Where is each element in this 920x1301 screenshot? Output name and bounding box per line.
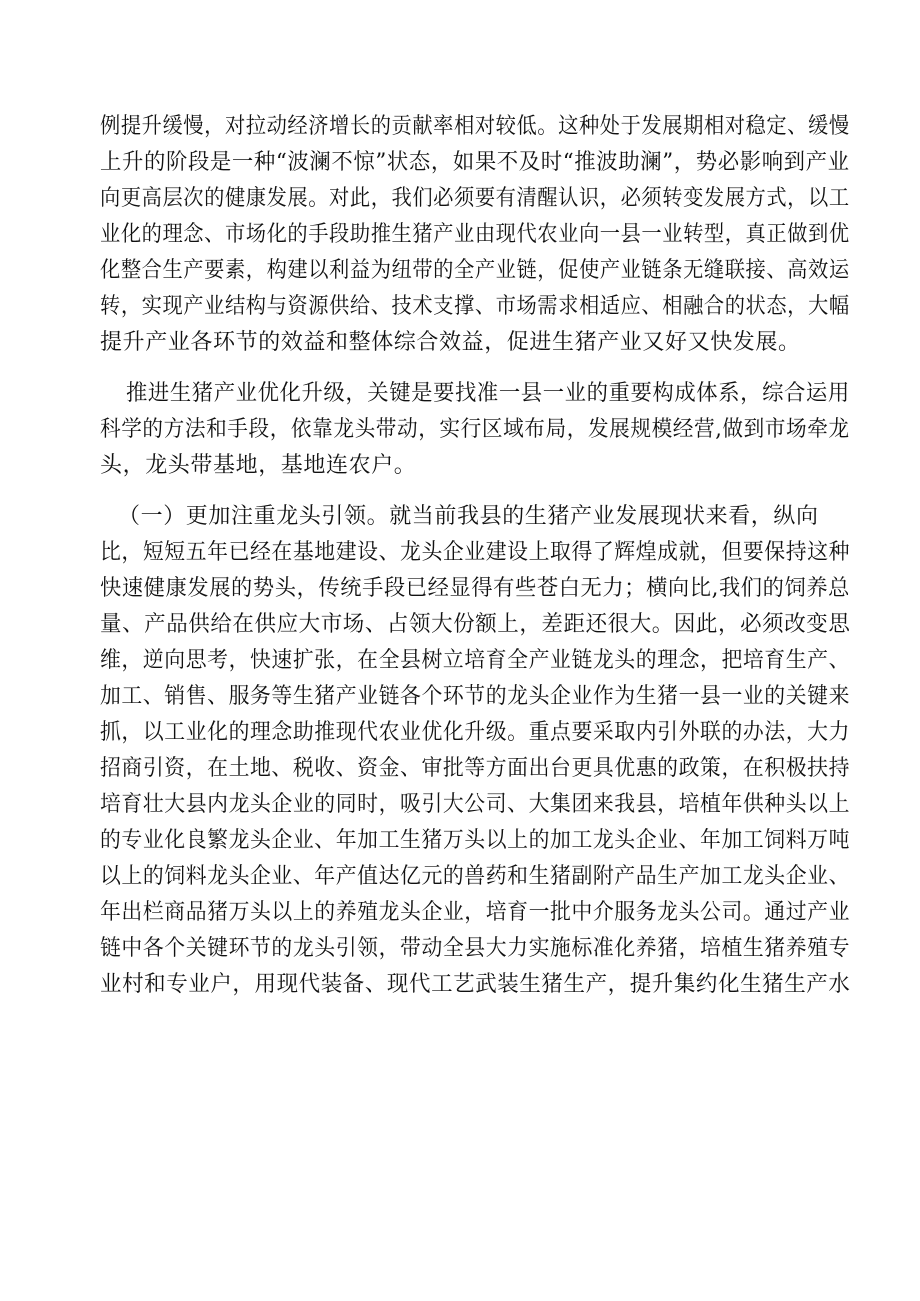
text-line: 业化的理念、市场化的手段助推生猪产业由现代农业向一县一业转型，真正做到优: [100, 222, 850, 247]
text-line: 链中各个关键环节的龙头引领，带动全县大力实施标准化养猪，培植生猪养殖专: [100, 936, 851, 961]
text-line: （一）更加注重龙头引领。就当前我县的生猪产业发展现状来看，纵向: [118, 504, 819, 529]
text-line: 的专业化良繁龙头企业、年加工生猪万头以上的加工龙头企业、年加工饲料万吨: [100, 828, 851, 853]
text-line: 比，短短五年已经在基地建设、龙头企业建设上取得了辉煌成就，但要保持这种: [100, 540, 851, 565]
text-line: 加工、销售、服务等生猪产业链各个环节的龙头企业作为生猪一县一业的关键来: [100, 684, 851, 709]
text-line: 例提升缓慢，对拉动经济增长的贡献率相对较低。这种处于发展期相对稳定、缓慢: [100, 114, 850, 139]
text-line: 头，龙头带基地，基地连农户。: [100, 453, 417, 478]
text-line: 维，逆向思考，快速扩张，在全县树立培育全产业链龙头的理念，把培育生产、: [100, 648, 851, 673]
text-line: 转，实现产业结构与资源供给、技术支撑、市场需求相适应、相融合的状态，大幅: [100, 294, 850, 319]
text-line: 培育壮大县内龙头企业的同时，吸引大公司、大集团来我县，培植年供种头以上: [100, 792, 851, 817]
text-line: 提升产业各环节的效益和整体综合效益，促进生猪产业又好又快发展。: [100, 330, 801, 355]
text-line: 量、产品供给在供应大市场、占领大份额上，差距还很大。因此，必须改变思: [100, 612, 851, 637]
text-line: 上升的阶段是一种“波澜不惊”状态，如果不及时“推波助澜”，势必影响到产业: [100, 150, 850, 175]
text-line: 以上的饲料龙头企业、年产值达亿元的兽药和生猪副附产品生产加工龙头企业、: [100, 864, 851, 889]
text-line: 向更高层次的健康发展。对此，我们必须要有清醒认识，必须转变发展方式，以工: [100, 186, 850, 211]
text-line: 化整合生产要素，构建以利益为纽带的全产业链，促使产业链条无缝联接、高效运: [100, 258, 850, 283]
text-line: 推进生猪产业优化升级，关键是要找准一县一业的重要构成体系，综合运用: [126, 381, 850, 406]
text-line: 招商引资，在土地、税收、资金、审批等方面出台更具优惠的政策，在积极扶持: [100, 756, 851, 781]
text-line: 快速健康发展的势头，传统手段已经显得有些苍白无力；横向比,我们的饲养总: [100, 576, 851, 601]
text-line: 年出栏商品猪万头以上的养殖龙头企业，培育一批中介服务龙头公司。通过产业: [100, 900, 851, 925]
text-line: 科学的方法和手段，依靠龙头带动，实行区域布局，发展规模经营,做到市场牵龙: [100, 417, 850, 442]
text-line: 业村和专业户，用现代装备、现代工艺武装生猪生产，提升集约化生猪生产水: [100, 972, 851, 997]
text-line: 抓，以工业化的理念助推现代农业优化升级。重点要采取内引外联的办法，大力: [100, 720, 851, 745]
